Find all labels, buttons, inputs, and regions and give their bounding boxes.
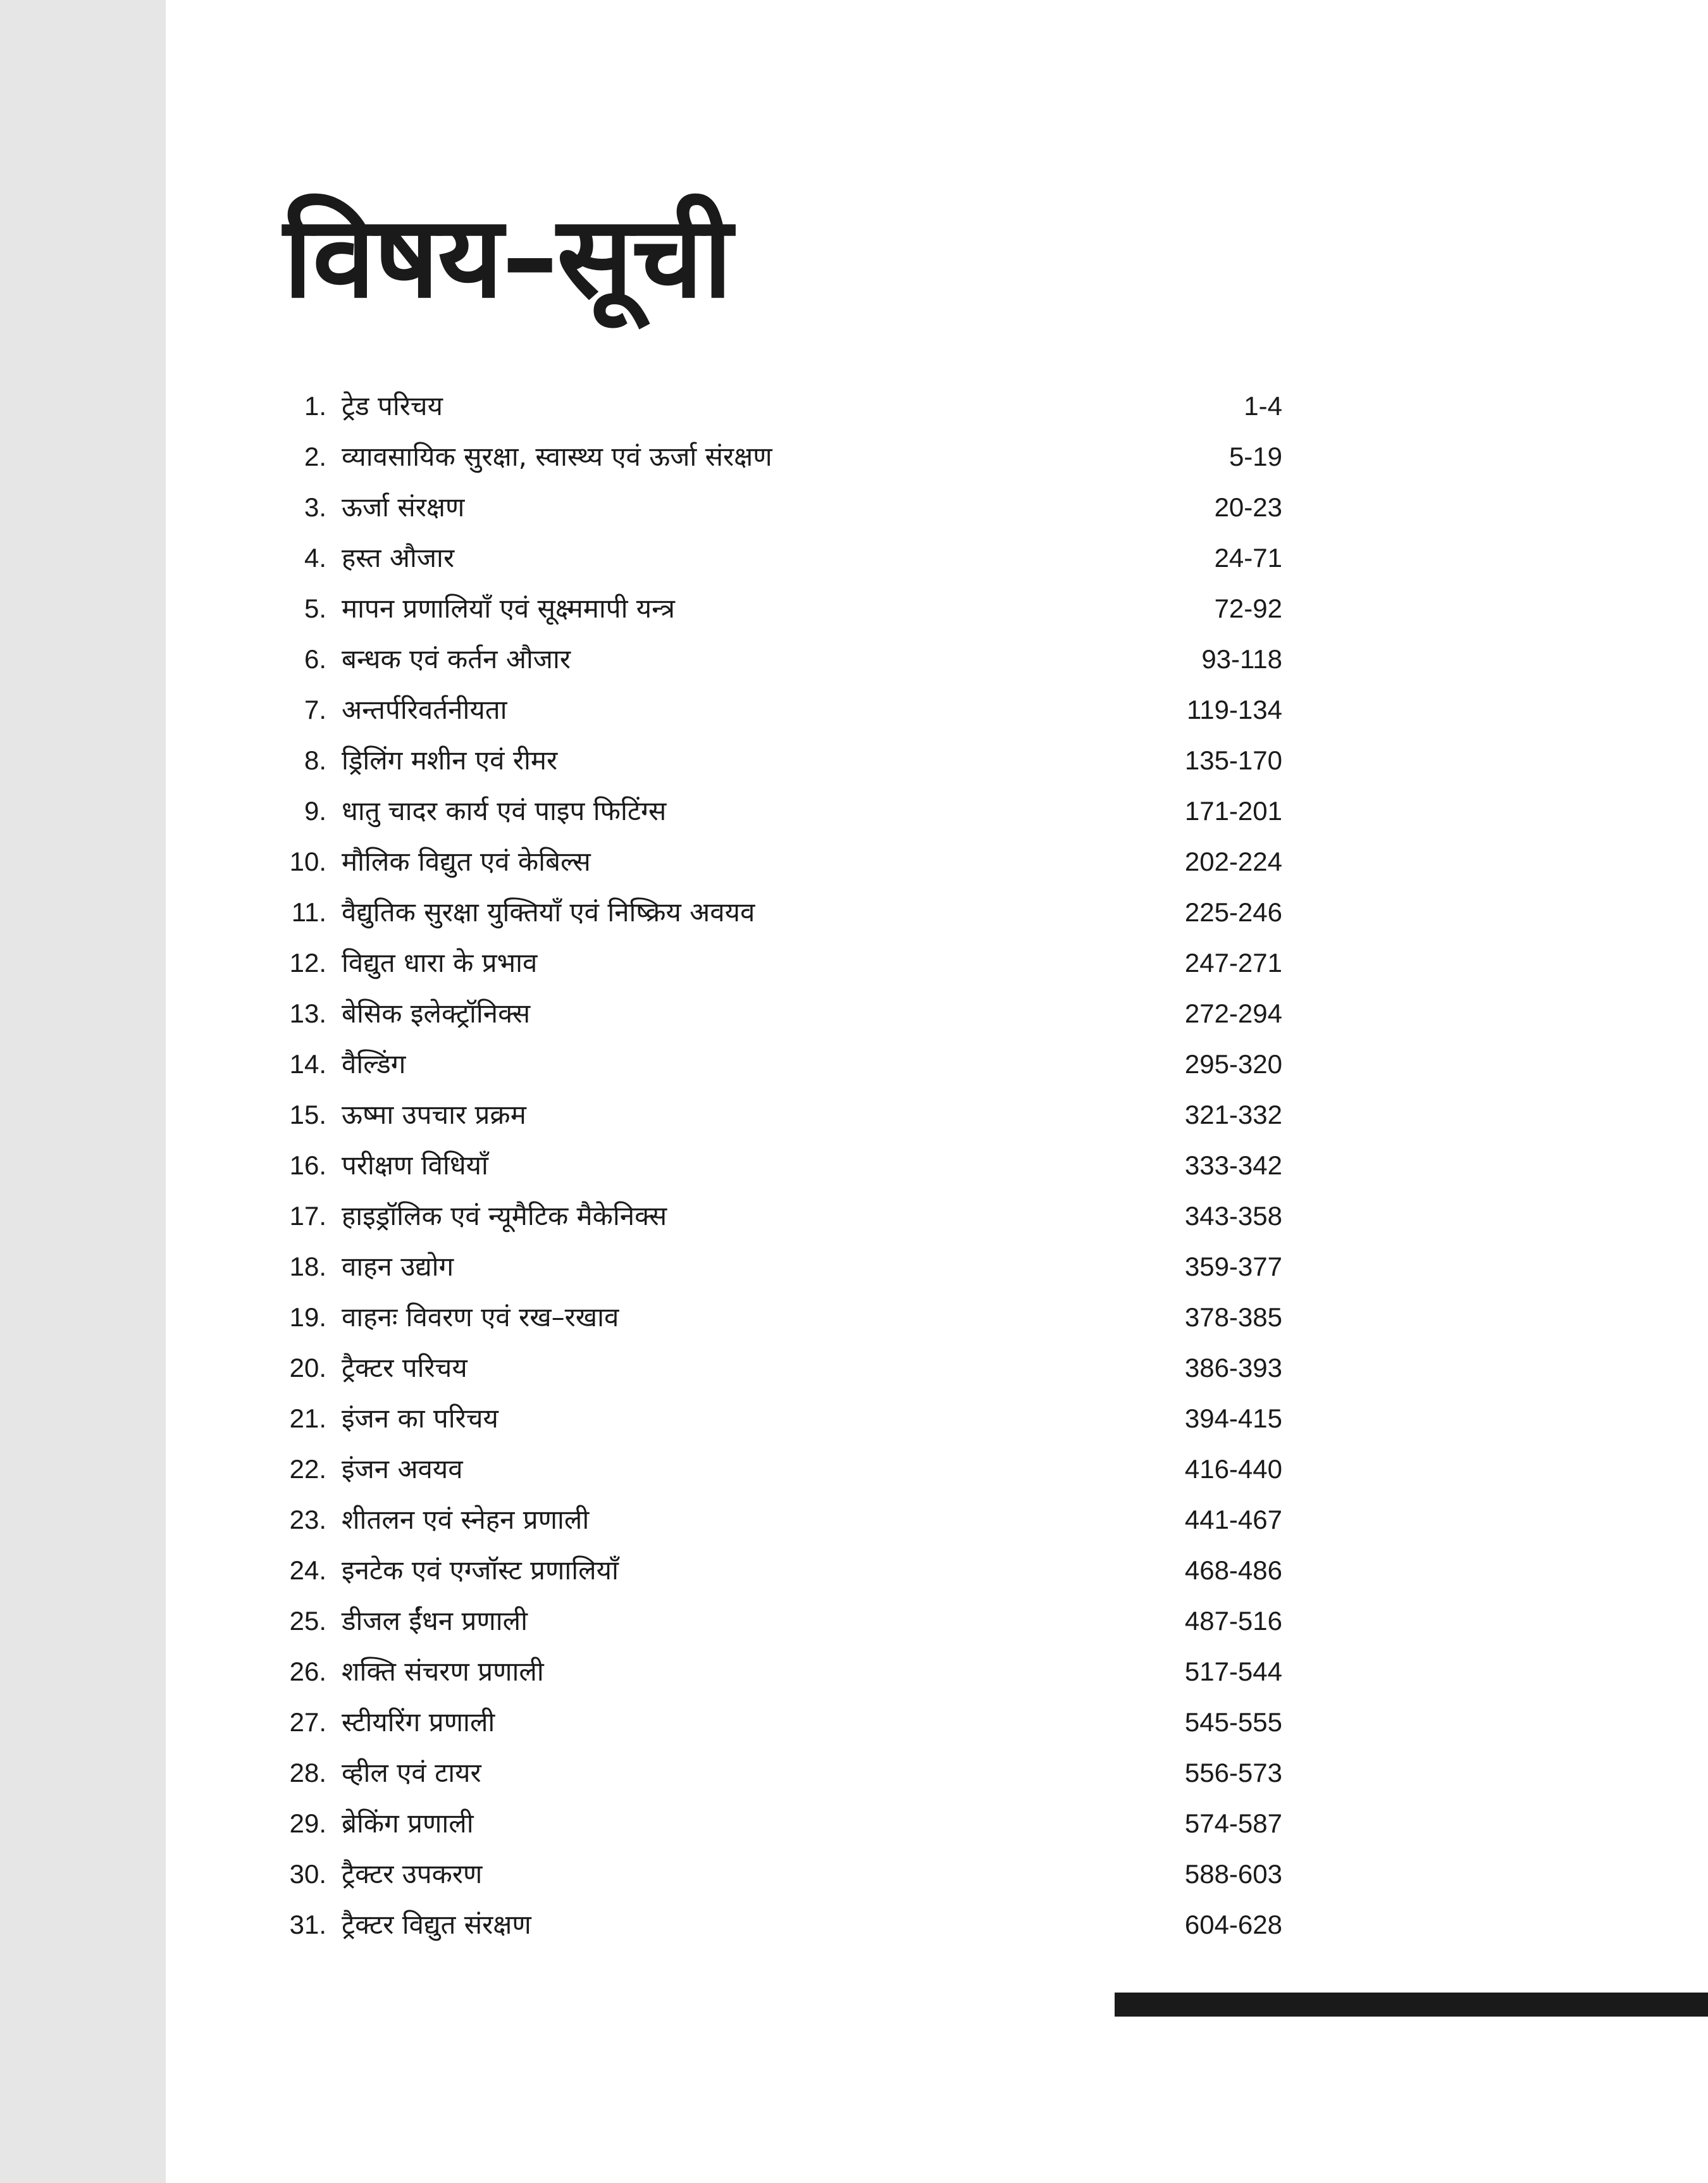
toc-entry-number: 16. [289, 1150, 326, 1180]
bottom-decorative-bar [1115, 1993, 1708, 2017]
toc-entry [278, 533, 1290, 583]
toc-entry [278, 583, 1290, 634]
toc-entry-title: ऊर्जा संरक्षण [342, 492, 465, 523]
toc-entry-number: 31. [289, 1910, 326, 1939]
toc-entry-page-range: 604-628 [1184, 1910, 1282, 1939]
toc-entry-number: 7. [304, 695, 326, 725]
toc-entry-title: वैल्डिंग [342, 1048, 406, 1079]
toc-entry [278, 786, 1290, 837]
toc-entry [278, 1444, 1290, 1495]
toc-entry-number: 18. [289, 1252, 326, 1281]
toc-entry-number: 2. [304, 442, 326, 471]
toc-entry-page-range: 517-544 [1184, 1657, 1282, 1686]
toc-entry-number: 1. [304, 391, 326, 421]
toc-entry-title: डीजल ईंधन प्रणाली [342, 1605, 528, 1636]
toc-entry-title: बन्धक एवं कर्तन औजार [342, 644, 571, 675]
toc-entry [278, 1241, 1290, 1292]
toc-entry-page-range: 386-393 [1184, 1353, 1282, 1383]
toc-entry-title: अन्तर्परिवर्तनीयता [342, 694, 507, 725]
toc-entry-title: हस्त औजार [342, 542, 455, 573]
toc-entry-title: इनटेक एवं एग्जॉस्ट प्रणालियाँ [342, 1555, 619, 1586]
toc-entry-page-range: 20-23 [1214, 492, 1282, 522]
toc-entry-number: 28. [289, 1758, 326, 1788]
toc-entry-title: ट्रेड परिचय [342, 390, 443, 421]
toc-entry-title: मापन प्रणालियाँ एवं सूक्ष्ममापी यन्त्र [342, 593, 675, 624]
toc-entry [278, 1646, 1290, 1697]
toc-entry-title: ट्रैक्टर विद्युत संरक्षण [342, 1909, 531, 1940]
toc-entry [278, 1495, 1290, 1545]
toc-entry [278, 887, 1290, 938]
toc-entry-number: 12. [289, 948, 326, 978]
toc-entry-page-range: 119-134 [1186, 695, 1282, 725]
toc-entry-title: इंजन का परिचय [342, 1403, 498, 1434]
toc-entry-number: 3. [304, 492, 326, 522]
toc-entry [278, 735, 1290, 786]
toc-entry [278, 1140, 1290, 1191]
toc-entry-title: मौलिक विद्युत एवं केबिल्स [342, 846, 591, 877]
toc-entry-number: 17. [289, 1201, 326, 1231]
toc-entry-title: इंजन अवयव [342, 1453, 463, 1484]
toc-entry [278, 634, 1290, 685]
toc-entry [278, 988, 1290, 1039]
toc-entry [278, 1292, 1290, 1343]
toc-entry [278, 1343, 1290, 1393]
toc-entry-page-range: 72-92 [1214, 594, 1282, 623]
toc-entry-page-range: 225-246 [1184, 897, 1282, 927]
toc-entry-number: 15. [289, 1100, 326, 1129]
toc-entry-page-range: 202-224 [1184, 847, 1282, 876]
toc-entry [278, 1697, 1290, 1748]
toc-entry-page-range: 135-170 [1184, 745, 1282, 775]
toc-entry-page-range: 394-415 [1184, 1403, 1282, 1433]
toc-entry-page-range: 441-467 [1184, 1505, 1282, 1534]
toc-entry-title: परीक्षण विधियाँ [342, 1150, 488, 1181]
toc-entry-page-range: 556-573 [1184, 1758, 1282, 1788]
toc-entry-number: 25. [289, 1606, 326, 1636]
toc-entry [278, 1545, 1290, 1596]
toc-entry-number: 8. [304, 745, 326, 775]
toc-entry [278, 432, 1290, 482]
toc-entry-title: हाइड्रॉलिक एवं न्यूमैटिक मैकेनिक्स [342, 1200, 667, 1231]
toc-entry-title: धातु चादर कार्य एवं पाइप फिटिंग्स [342, 795, 667, 826]
toc-entry-title: स्टीयरिंग प्रणाली [342, 1707, 495, 1738]
toc-entry-page-range: 333-342 [1184, 1150, 1282, 1180]
toc-entry-number: 21. [289, 1403, 326, 1433]
toc-entry-page-range: 359-377 [1184, 1252, 1282, 1281]
toc-entry-page-range: 416-440 [1184, 1454, 1282, 1484]
page-title: विषय–सूची [283, 192, 731, 323]
toc-entry [278, 1039, 1290, 1090]
toc-entry-page-range: 487-516 [1184, 1606, 1282, 1636]
toc-entry [278, 1191, 1290, 1241]
toc-entry [278, 1748, 1290, 1798]
toc-entry-number: 22. [289, 1454, 326, 1484]
toc-entry-page-range: 378-385 [1184, 1302, 1282, 1332]
toc-entry-page-range: 321-332 [1184, 1100, 1282, 1129]
toc-entry-title: वाहन उद्योग [342, 1251, 454, 1282]
toc-entry-number: 20. [289, 1353, 326, 1383]
toc-entry [278, 938, 1290, 988]
toc-entry-page-range: 588-603 [1184, 1859, 1282, 1889]
toc-entry-title: ऊष्मा उपचार प्रक्रम [342, 1099, 526, 1130]
toc-entry [278, 381, 1290, 432]
toc-entry-number: 30. [289, 1859, 326, 1889]
toc-entry-number: 11. [291, 897, 326, 927]
toc-entry [278, 1900, 1290, 1950]
toc-entry-page-range: 171-201 [1184, 796, 1282, 826]
toc-entry-number: 13. [289, 998, 326, 1028]
toc-entry-page-range: 272-294 [1184, 998, 1282, 1028]
toc-entry-number: 24. [289, 1555, 326, 1585]
toc-entry-title: व्हील एवं टायर [342, 1757, 481, 1788]
toc-entry-page-range: 1-4 [1244, 391, 1282, 421]
toc-entry-number: 29. [289, 1808, 326, 1838]
toc-entry [278, 482, 1290, 533]
toc-entry-page-range: 93-118 [1201, 644, 1282, 674]
toc-entry [278, 1090, 1290, 1140]
toc-entry-page-range: 545-555 [1184, 1707, 1282, 1737]
toc-entry-number: 9. [304, 796, 326, 826]
toc-entry-title: बेसिक इलेक्ट्रॉनिक्स [342, 998, 531, 1029]
toc-entry-number: 26. [289, 1657, 326, 1686]
table-of-contents [278, 381, 1290, 1950]
toc-entry-number: 10. [289, 847, 326, 876]
toc-entry [278, 1849, 1290, 1900]
toc-entry-page-range: 468-486 [1184, 1555, 1282, 1585]
toc-entry-title: विद्युत धारा के प्रभाव [342, 947, 538, 978]
toc-entry-number: 23. [289, 1505, 326, 1534]
toc-entry-title: ब्रेकिंग प्रणाली [342, 1808, 474, 1839]
toc-entry [278, 1596, 1290, 1646]
toc-entry-title: शक्ति संचरण प्रणाली [342, 1656, 544, 1687]
toc-entry-title: व्यावसायिक सुरक्षा, स्वास्थ्य एवं ऊर्जा संरक्षण [342, 441, 772, 472]
toc-entry [278, 1798, 1290, 1849]
toc-entry [278, 685, 1290, 735]
toc-entry-number: 27. [289, 1707, 326, 1737]
toc-entry-page-range: 5-19 [1228, 442, 1282, 471]
toc-entry-page-range: 247-271 [1184, 948, 1282, 978]
toc-entry-title: वाहनः विवरण एवं रख–रखाव [342, 1302, 619, 1333]
toc-entry-number: 4. [304, 543, 326, 573]
toc-entry-number: 19. [289, 1302, 326, 1332]
toc-entry-title: शीतलन एवं स्नेहन प्रणाली [342, 1504, 590, 1535]
toc-entry-page-range: 574-587 [1184, 1808, 1282, 1838]
toc-entry [278, 1393, 1290, 1444]
toc-entry-page-range: 24-71 [1214, 543, 1282, 573]
left-margin-band [0, 0, 166, 2183]
toc-entry-title: ट्रैक्टर उपकरण [342, 1858, 483, 1889]
toc-entry [278, 837, 1290, 887]
toc-entry-title: वैद्युतिक सुरक्षा युक्तियाँ एवं निष्क्रिय अवयव [342, 897, 755, 928]
toc-entry-number: 6. [304, 644, 326, 674]
toc-entry-title: ट्रैक्टर परिचय [342, 1352, 467, 1383]
toc-entry-page-range: 343-358 [1184, 1201, 1282, 1231]
toc-entry-number: 14. [289, 1049, 326, 1079]
toc-entry-number: 5. [304, 594, 326, 623]
toc-entry-page-range: 295-320 [1184, 1049, 1282, 1079]
toc-entry-title: ड्रिलिंग मशीन एवं रीमर [342, 745, 558, 776]
